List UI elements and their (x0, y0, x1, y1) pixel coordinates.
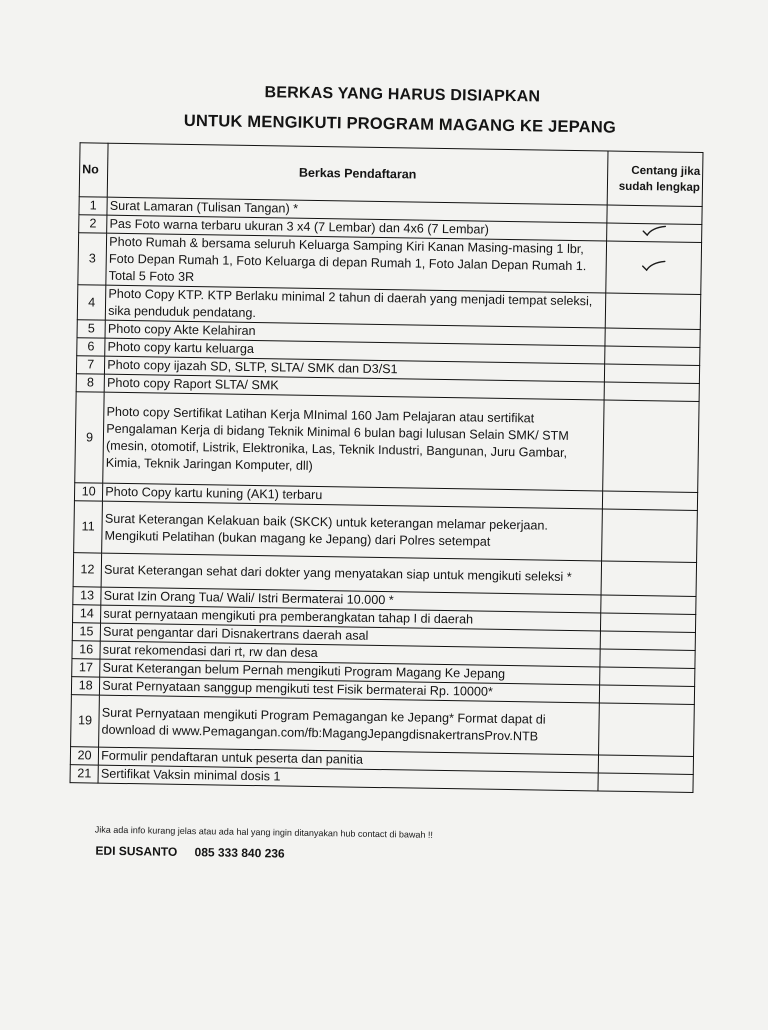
row-checkbox-cell[interactable] (600, 649, 695, 668)
row-number: 7 (76, 356, 104, 374)
row-number: 13 (73, 587, 101, 605)
row-number: 16 (72, 641, 100, 659)
contact-phone: 085 333 840 236 (194, 845, 285, 861)
row-checkbox-cell[interactable] (606, 241, 702, 294)
header-check-line1: Centang jika (631, 163, 701, 178)
row-checkbox-cell[interactable] (605, 346, 700, 365)
contact-line (95, 844, 284, 861)
checkmark-icon (642, 259, 666, 271)
header-check-line2: sudah lengkap (618, 179, 701, 194)
row-checkbox-cell[interactable] (599, 685, 694, 704)
row-number: 18 (71, 677, 99, 695)
row-checkbox-cell[interactable] (600, 631, 695, 650)
header-check (607, 151, 703, 206)
row-number: 4 (77, 285, 106, 320)
table-row (75, 392, 699, 493)
row-document: Photo Copy kartu kuning (AK1) terbaru (103, 483, 603, 509)
row-checkbox-cell[interactable] (601, 509, 697, 562)
document-title: BERKAS YANG HARUS DISIAPKAN (264, 84, 541, 106)
row-document: Surat pengantar dari Disnakertrans daerah asal (100, 623, 600, 649)
row-checkbox-cell[interactable] (598, 703, 694, 756)
row-number: 20 (70, 747, 98, 765)
row-number: 11 (74, 501, 103, 553)
table-row (78, 233, 702, 295)
row-number: 6 (77, 338, 105, 356)
row-checkbox-cell[interactable] (607, 205, 702, 224)
row-checkbox-cell[interactable] (605, 328, 700, 347)
row-document: Photo Rumah & bersama seluruh Keluarga Samping Kiri Kanan Masing-masing 1 lbr, Foto Depan Rumah 1, Foto Keluarga di depan Rumah 1, Foto Jalan Depan Rumah 1. Total 5 Foto 3R (106, 233, 606, 293)
row-checkbox-cell[interactable] (600, 613, 695, 632)
row-document: Surat Pernyataan sanggup mengikuti test Fisik bermaterai Rp. 10000* (100, 677, 600, 703)
row-checkbox-cell[interactable] (598, 755, 693, 774)
row-document: Surat Keterangan sehat dari dokter yang menyatakan siap untuk mengikuti seleksi * (101, 553, 601, 595)
row-checkbox-cell[interactable] (598, 773, 693, 792)
checkmark-icon (642, 224, 666, 236)
row-checkbox-cell[interactable] (603, 400, 700, 492)
row-document: Photo copy Raport SLTA/ SMK (104, 374, 604, 400)
row-document: Surat Keterangan belum Pernah mengikuti Program Magang Ke Jepang (100, 659, 600, 685)
row-number: 8 (76, 374, 104, 392)
row-document: Photo Copy KTP. KTP Berlaku minimal 2 tahun di daerah yang menjadi tempat seleksi, sika penduduk pendatang. (106, 285, 606, 328)
row-number: 1 (79, 197, 107, 215)
row-number: 14 (73, 605, 101, 623)
row-document: Formulir pendaftaran untuk peserta dan panitia (99, 747, 599, 773)
row-number: 19 (71, 695, 100, 747)
header-document: Berkas Pendaftaran (107, 143, 607, 205)
row-document: Photo copy Sertifikat Latihan Kerja MInimal 160 Jam Pelajaran atau sertifikat Pengalaman Kerja di bidang Teknik Minimal 6 bulan bagi lulusan Selain SMK/ STM (mesin, otomotif, Listrik, Elektronika, Las, Teknik Industri, Bangunan, Juru Gambar, Kimia, Teknik Jaringan Komputer, dll) (103, 392, 604, 491)
row-document: Photo copy kartu keluarga (105, 338, 605, 364)
row-number: 5 (77, 320, 105, 338)
row-document: Surat Lamaran (Tulisan Tangan) * (107, 197, 607, 223)
row-checkbox-cell[interactable] (602, 491, 697, 510)
row-checkbox-cell[interactable] (604, 364, 699, 383)
row-document: Photo copy Akte Kelahiran (105, 320, 605, 346)
requirements-table (70, 142, 704, 793)
row-checkbox-cell[interactable] (601, 561, 697, 596)
footer-note: Jika ada info kurang jelas atau ada hal yang ingin ditanyakan hub contact di bawah !! (94, 824, 434, 840)
contact-name: EDI SUSANTO (95, 843, 178, 859)
row-document: Pas Foto warna terbaru ukuran 3 x4 (7 Lembar) dan 4x6 (7 Lembar) (107, 215, 607, 241)
row-document: surat pernyataan mengikuti pra pemberangkatan tahap I di daerah (101, 605, 601, 631)
row-number: 9 (75, 392, 105, 483)
row-number: 17 (72, 659, 100, 677)
row-document: Photo copy ijazah SD, SLTP, SLTA/ SMK dan D3/S1 (105, 356, 605, 382)
row-checkbox-cell[interactable] (599, 667, 694, 686)
row-document: Sertifikat Vaksin minimal dosis 1 (98, 765, 598, 791)
row-document: Surat Keterangan Kelakuan baik (SKCK) untuk keterangan melamar pekerjaan. Mengikuti Pelatihan (bukan magang ke Jepang) dari Polres setempat (102, 501, 602, 561)
row-checkbox-cell[interactable] (606, 223, 701, 242)
row-checkbox-cell[interactable] (605, 293, 701, 329)
table-header-row (79, 143, 703, 207)
row-number: 21 (70, 765, 98, 783)
row-document: Surat Izin Orang Tua/ Wali/ Istri Bermaterai 10.000 * (101, 587, 601, 613)
row-number: 15 (72, 623, 100, 641)
row-number: 3 (78, 233, 107, 285)
row-checkbox-cell[interactable] (601, 595, 696, 614)
row-number: 10 (74, 483, 102, 501)
row-number: 12 (73, 553, 102, 587)
row-number: 2 (79, 215, 107, 233)
row-checkbox-cell[interactable] (604, 382, 699, 401)
header-no: No (79, 143, 108, 197)
row-document: surat rekomendasi dari rt, rw dan desa (100, 641, 600, 667)
row-document: Surat Pernyataan mengikuti Program Pemagangan ke Jepang* Format dapat di download di www.Pemagangan.com/fb:MagangJepangdisnakertransProv.NTB (99, 695, 599, 755)
document-subtitle: UNTUK MENGIKUTI PROGRAM MAGANG KE JEPANG (183, 111, 617, 137)
